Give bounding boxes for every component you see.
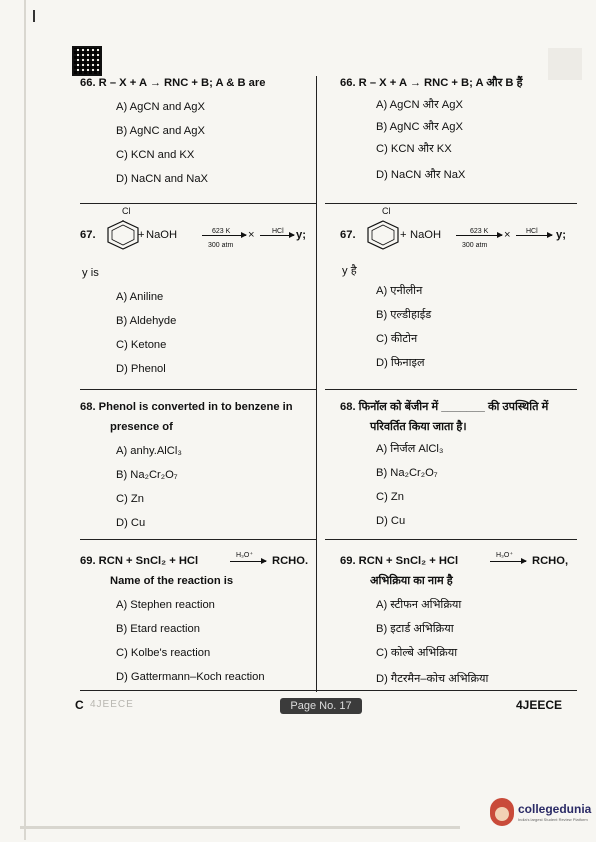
option-a: A) anhy.AlCl₃ <box>116 445 182 457</box>
column-divider <box>316 76 317 692</box>
benzene-ring-icon <box>106 220 140 250</box>
option-a: A) Stephen reaction <box>116 599 215 611</box>
question-number: 67. <box>340 229 356 241</box>
product: y; <box>296 229 306 241</box>
option-c: C) Kolbe's reaction <box>116 647 211 659</box>
footer-code-right: 4JEECE <box>516 698 563 712</box>
intermediate: × <box>248 229 255 241</box>
option-c: C) KCN and KX <box>116 149 195 161</box>
option-d: D) Phenol <box>116 363 166 375</box>
option-c: C) KCN और KX <box>376 143 452 155</box>
option-b: B) Na₂Cr₂O₇ <box>116 469 178 481</box>
question-text-cont: presence of <box>110 421 173 433</box>
question-text-cont: परिवर्तित किया जाता है। <box>370 421 467 433</box>
separator-line <box>325 539 577 540</box>
option-b: B) AgNC और AgX <box>376 121 463 133</box>
condition-reagent: HCl <box>272 228 284 235</box>
product: y; <box>556 229 566 241</box>
option-c: C) कोल्बे अभिक्रिया <box>376 647 458 659</box>
option-c: C) कीटोन <box>376 333 418 345</box>
qr-code-icon <box>74 48 100 74</box>
question-text: 69. RCN + SnCl₂ + HCl <box>340 555 459 567</box>
intermediate: × <box>504 229 511 241</box>
option-b: B) Etard reaction <box>116 623 200 635</box>
question-text: 66. R – X + A → RNC + B; A & B are <box>80 77 266 89</box>
reaction-scheme <box>80 204 320 248</box>
option-c: C) Zn <box>376 491 404 503</box>
question-68 <box>340 400 576 527</box>
question-text: 66. R – X + A → RNC + B; A और B हैं <box>340 77 523 89</box>
option-a: A) AgCN और AgX <box>376 99 463 111</box>
condition-temperature: 623 K <box>212 228 231 235</box>
option-d: D) Gattermann–Koch reaction <box>116 671 265 683</box>
question-66 <box>340 76 576 181</box>
separator-line <box>325 389 577 390</box>
logo-text: collegedunia <box>518 802 592 816</box>
option-a: A) निर्जल AlCl₃ <box>376 443 444 455</box>
option-a: A) Aniline <box>116 291 164 303</box>
product: RCHO, <box>532 555 569 567</box>
collegedunia-logo[interactable] <box>490 798 590 830</box>
chlorine-label: Cl <box>122 206 131 216</box>
footer-code-ghost: 4JEECE <box>90 699 134 710</box>
footer-code-left: C <box>75 698 84 712</box>
option-d: D) Cu <box>116 517 146 529</box>
reagent: NaOH <box>410 229 442 241</box>
option-d: D) Cu <box>376 515 406 527</box>
option-a: A) AgCN and AgX <box>116 101 205 113</box>
option-d: D) NaCN और NaX <box>376 169 466 181</box>
condition-reagent: H₃O⁺ <box>236 552 254 559</box>
separator-line <box>80 539 316 540</box>
scan-edge <box>20 826 460 829</box>
question-number: 67. <box>80 229 96 241</box>
reaction-arrow <box>516 235 552 236</box>
reaction-arrow <box>230 561 266 562</box>
condition-reagent: H₃O⁺ <box>496 552 514 559</box>
condition-pressure: 300 atm <box>208 242 234 249</box>
option-a: A) स्टीफन अभिक्रिया <box>376 599 462 611</box>
option-c: C) Zn <box>116 493 144 505</box>
option-d: D) NaCN and NaX <box>116 173 209 185</box>
question-text-cont: Name of the reaction is <box>110 575 234 587</box>
condition-reagent: HCl <box>526 228 538 235</box>
plus-sign: + <box>138 229 145 241</box>
option-b: B) इटार्ड अभिक्रिया <box>376 623 454 635</box>
option-b: B) Aldehyde <box>116 315 177 327</box>
separator-line <box>80 690 577 691</box>
question-text: 68. फिनॉल को बेंजीन में _______ की उपस्थिति में <box>340 401 549 413</box>
option-b: B) एल्डीहाईड <box>376 309 432 321</box>
question-text: y है <box>342 265 357 277</box>
reaction-arrow <box>456 235 502 236</box>
question-text-cont: अभिक्रिया का नाम है <box>370 575 453 587</box>
page-number-badge: Page No. 17 <box>280 698 362 714</box>
question-text: y is <box>82 267 99 279</box>
question-text: 68. Phenol is converted in to benzene in <box>80 401 293 413</box>
margin-tick <box>33 10 35 22</box>
condition-temperature: 623 K <box>470 228 489 235</box>
product: RCHO. <box>272 555 309 567</box>
question-68 <box>80 400 316 529</box>
option-b: B) AgNC and AgX <box>116 125 205 137</box>
option-a: A) एनीलीन <box>376 285 423 297</box>
reaction-arrow <box>490 561 526 562</box>
margin-line <box>24 0 26 840</box>
chlorine-label: Cl <box>382 206 391 216</box>
mascot-icon <box>490 798 514 826</box>
reaction-arrow <box>260 235 294 236</box>
condition-pressure: 300 atm <box>462 242 488 249</box>
benzene-ring-icon <box>366 220 400 250</box>
option-b: B) Na₂Cr₂O₇ <box>376 467 438 479</box>
reaction-arrow <box>202 235 246 236</box>
option-d: D) फिनाइल <box>376 357 425 369</box>
question-66 <box>80 76 316 185</box>
reagent: NaOH <box>146 229 178 241</box>
option-c: C) Ketone <box>116 339 167 351</box>
reaction-scheme <box>340 204 580 248</box>
plus-sign: + <box>400 229 407 241</box>
option-d: D) गैटरमैन–कोच अभिक्रिया <box>376 673 489 685</box>
logo-tagline: India's largest Student Review Platform <box>518 817 588 822</box>
question-text: 69. RCN + SnCl₂ + HCl <box>80 555 199 567</box>
separator-line <box>80 389 316 390</box>
